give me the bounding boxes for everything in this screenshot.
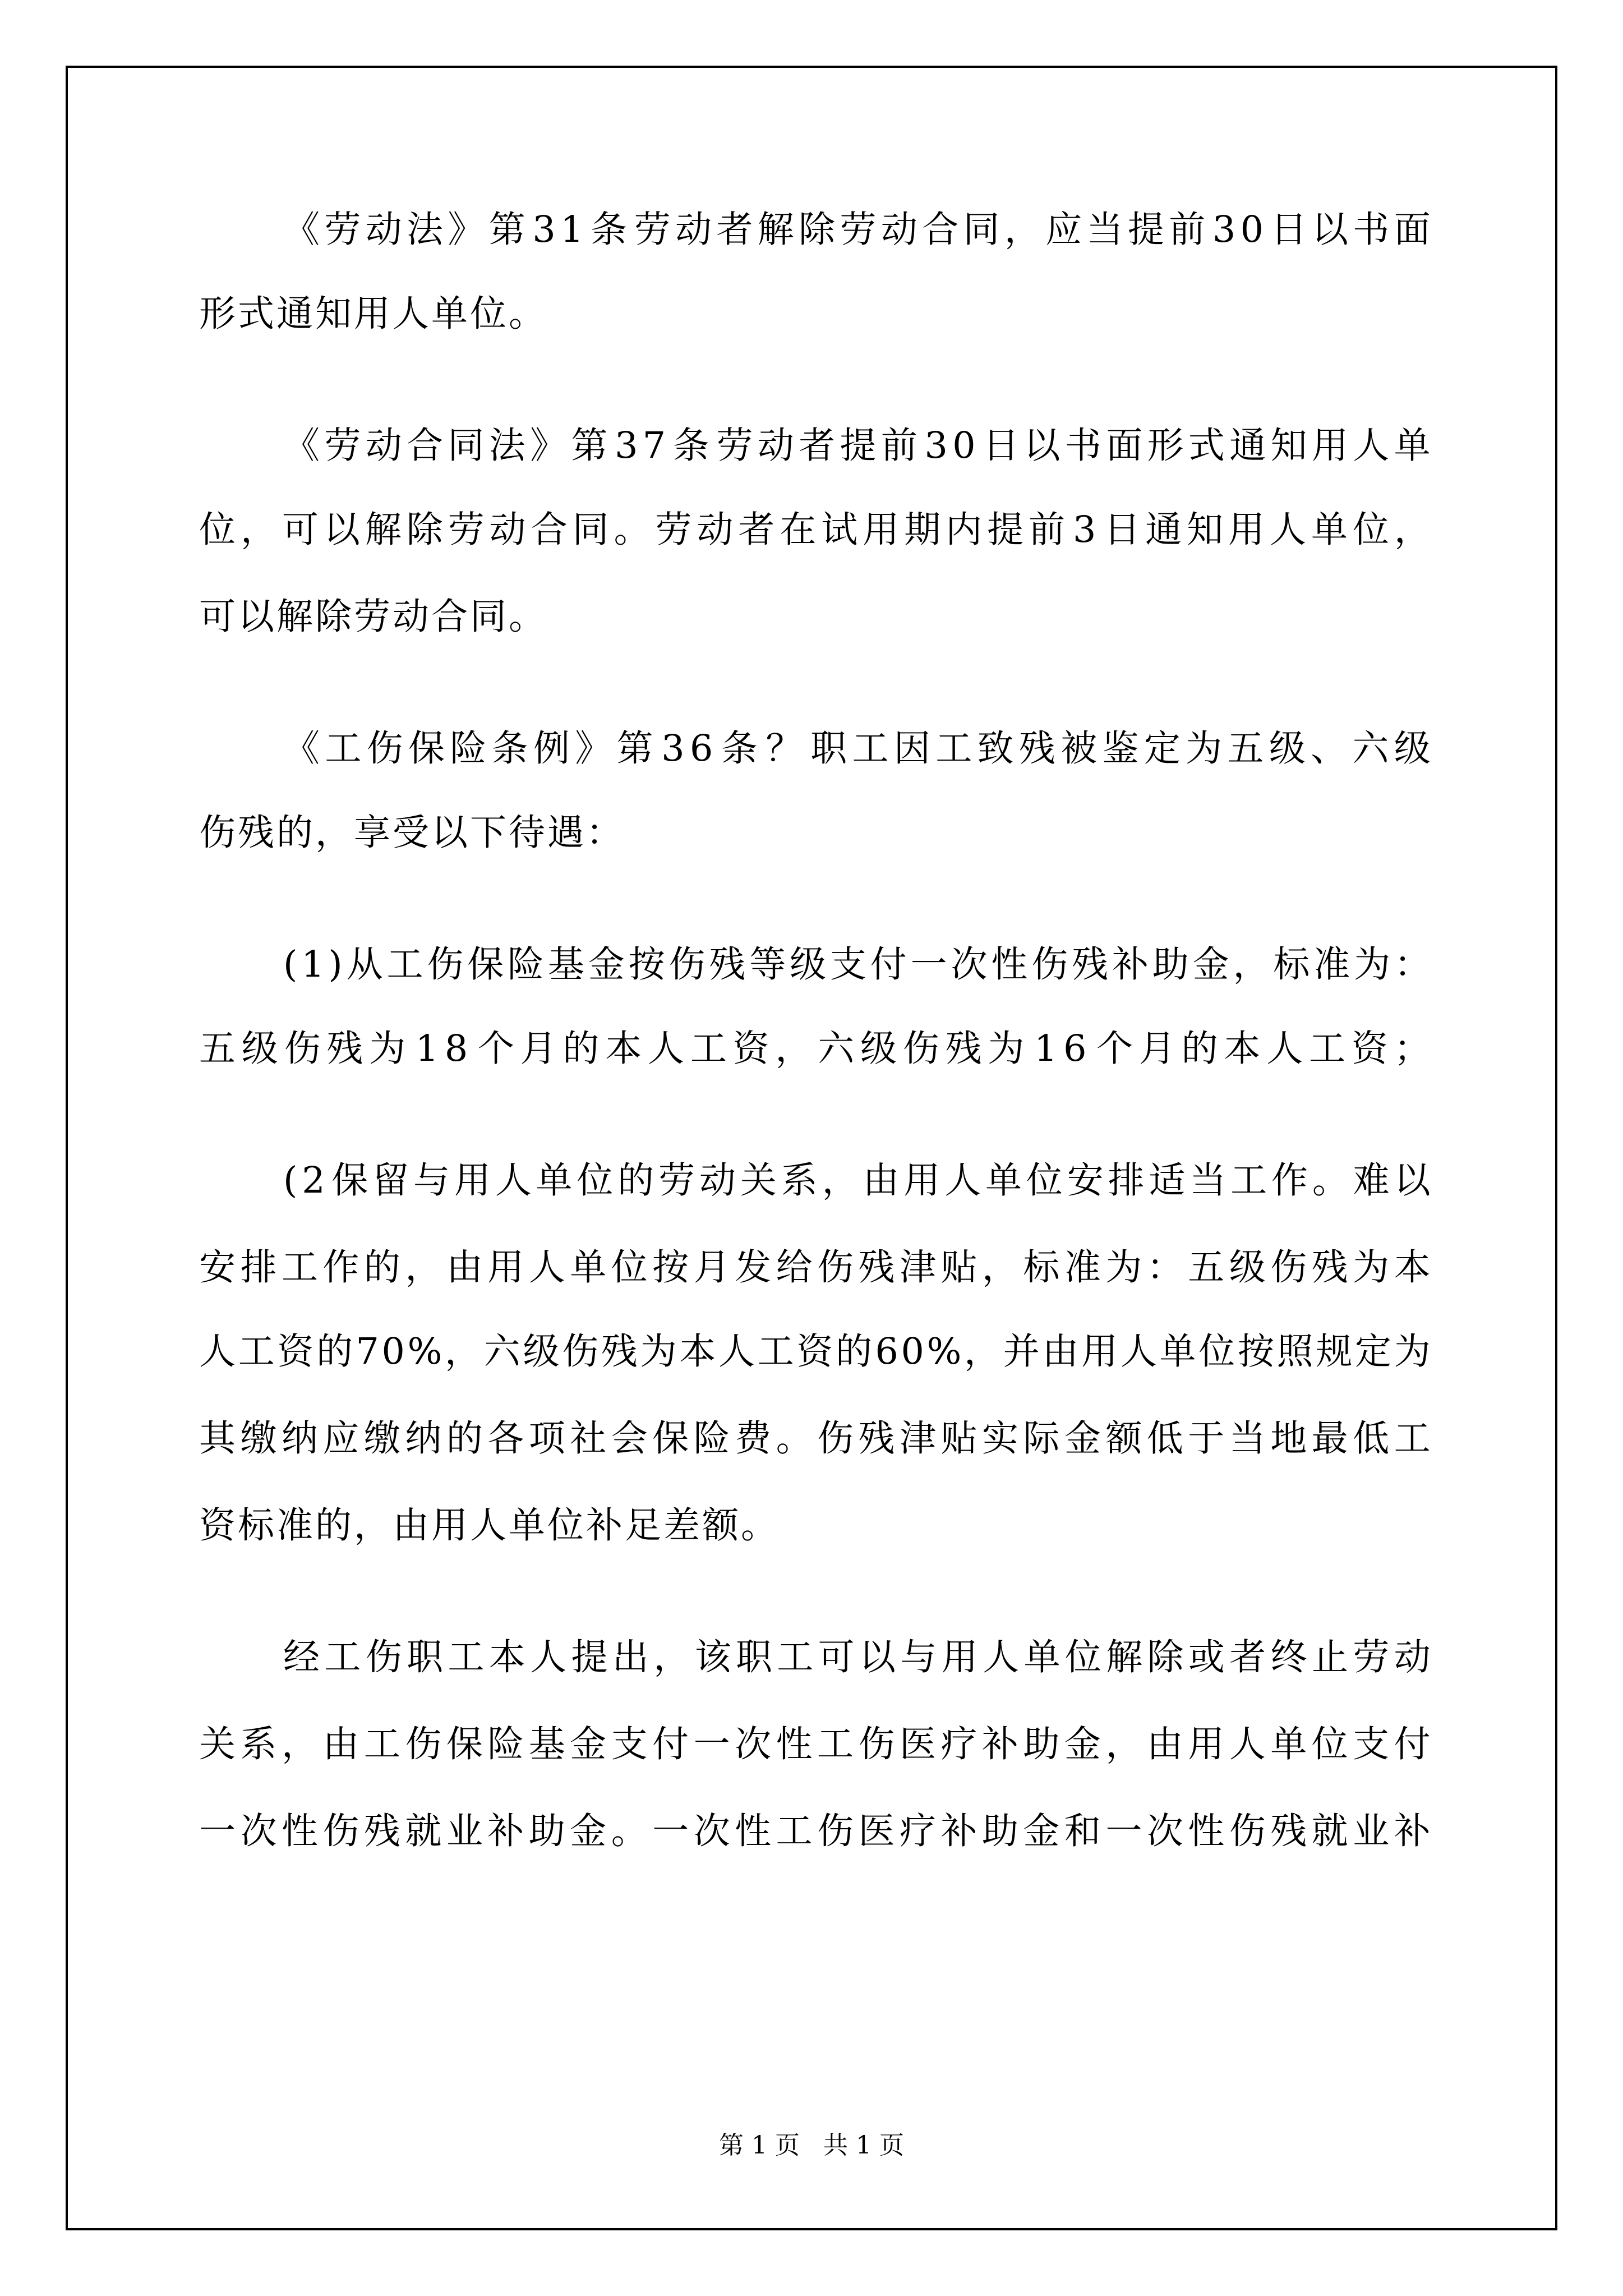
paragraph-line: 其 缴 纳 应 缴 纳 的 各 项 社 会 保 险 费 。 伤 残 津 贴 实 际 金 额 低 于 当 地 最 低 工	[199, 1418, 1433, 1460]
paragraph-line: ( 2 保 留 与 用 人 单 位 的 劳 动 关 系 ， 由 用 人 单 位 安 排 适 当 工 作 。 难 以	[283, 1159, 1433, 1202]
paragraph-line: 人 工 资 的 7 0 % ， 六 级 伤 残 为 本 人 工 资 的 6 0 % ， 并 由 用 人 单 位 按 照 规 定 为	[199, 1331, 1433, 1373]
paragraph-line: 关 系 ， 由 工 伤 保 险 基 金 支 付 一 次 性 工 伤 医 疗 补 助 金 ， 由 用 人 单 位 支 付	[199, 1723, 1433, 1765]
paragraph-line: 伤残的，享受以下待遇：	[199, 812, 625, 854]
paragraph-line: 一 次 性 伤 残 就 业 补 助 金 。 一 次 性 工 伤 医 疗 补 助 金 和 一 次 性 伤 残 就 业 补	[199, 1810, 1433, 1852]
paragraph-line: 资标准的，由用人单位补足差额。	[199, 1504, 780, 1547]
page-footer: 第 1 页 共 1 页	[719, 2131, 904, 2160]
paragraph-line: 五 级 伤 残 为 1 8 个 月 的 本 人 工 资 ， 六 级 伤 残 为 1 6 个 月 的 本 人 工 资 ；	[199, 1028, 1433, 1070]
paragraph-line: 《 劳 动 合 同 法 》 第 3 7 条 劳 动 者 提 前 3 0 日 以 书 面 形 式 通 知 用 人 单	[283, 425, 1433, 467]
paragraph-line: 安 排 工 作 的 ， 由 用 人 单 位 按 月 发 给 伤 残 津 贴 ， 标 准 为 ： 五 级 伤 残 为 本	[199, 1246, 1433, 1289]
paragraph-line: 经 工 伤 职 工 本 人 提 出 ， 该 职 工 可 以 与 用 人 单 位 解 除 或 者 终 止 劳 动	[283, 1636, 1433, 1678]
paragraph-line: 位 ， 可 以 解 除 劳 动 合 同 。 劳 动 者 在 试 用 期 内 提 前 3 日 通 知 用 人 单 位 ，	[199, 509, 1433, 551]
paragraph-line: 《 工 伤 保 险 条 例 》 第 3 6 条 ？ 职 工 因 工 致 残 被 鉴 定 为 五 级 、 六 级	[283, 728, 1433, 770]
paragraph-line: ( 1 ) 从 工 伤 保 险 基 金 按 伤 残 等 级 支 付 一 次 性 伤 残 补 助 金 ， 标 准 为 ：	[283, 944, 1433, 986]
paragraph-line: 形式通知用人单位。	[199, 293, 548, 335]
page-border	[66, 66, 1557, 2230]
paragraph-line: 可以解除劳动合同。	[199, 596, 548, 638]
paragraph-line: 《 劳 动 法 》 第 3 1 条 劳 动 者 解 除 劳 动 合 同 ， 应 当 提 前 3 0 日 以 书 面	[283, 209, 1433, 251]
